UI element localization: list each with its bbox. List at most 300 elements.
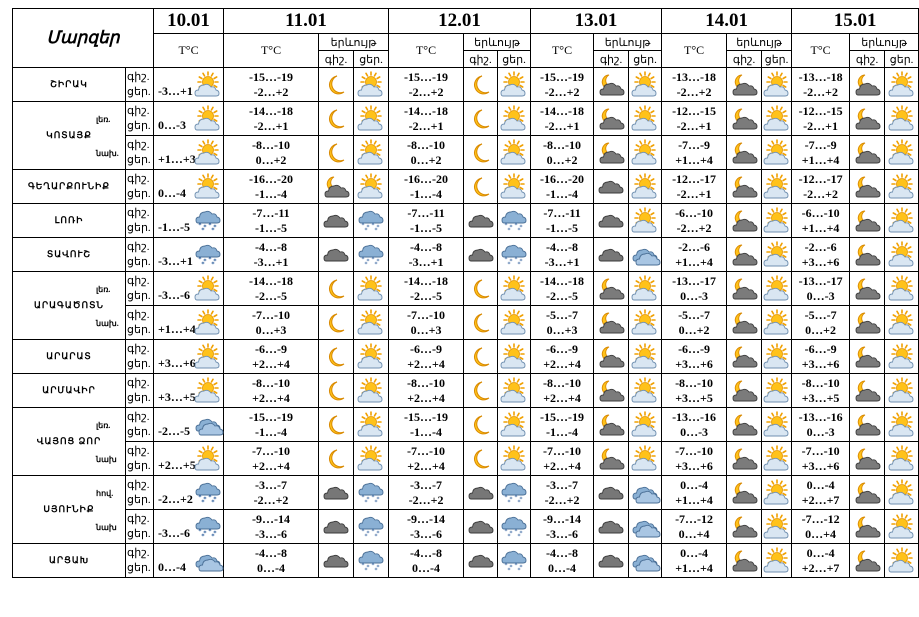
date-header: 15.01 (792, 9, 919, 34)
day-temperature: 0…-3 (680, 288, 709, 303)
temperature-cell (389, 408, 464, 442)
night-temperature: -15…-19 (404, 69, 449, 84)
day-icon-cell (885, 102, 919, 136)
night-icon-cell (464, 272, 498, 306)
night-temperature: -13…-17 (798, 273, 843, 288)
night-icon-cell (464, 510, 498, 544)
night-label: գիշ. (127, 342, 150, 355)
night-icon-cell (594, 238, 629, 272)
day-temperature: 0…+2 (678, 322, 710, 337)
first-day-temperature: 0…-3 (158, 118, 187, 132)
night-temperature: -7…-10 (801, 443, 840, 458)
sun-cloud-icon (498, 311, 530, 335)
day-temperature: 0…+2 (410, 152, 442, 167)
moon-cloud-icon (319, 175, 353, 199)
moon-icon (464, 311, 497, 335)
temperature-cell (389, 170, 464, 204)
day-icon-cell (762, 510, 792, 544)
day-temperature: -1…-5 (410, 220, 443, 235)
day-temperature: 0…+3 (546, 322, 578, 337)
region-row (13, 102, 919, 136)
moon-icon (464, 379, 497, 403)
day-icon-cell (629, 170, 662, 204)
temperature-cell (224, 306, 319, 340)
day-temperature: -3…+1 (544, 254, 580, 269)
moon-cloud-icon (594, 277, 628, 301)
row-labels (126, 374, 154, 408)
svg-text:*: * (504, 255, 508, 263)
day-icon-cell (762, 238, 792, 272)
night-temperature: 0…-4 (806, 545, 835, 560)
day-icon-cell (762, 68, 792, 102)
night-label: գիշ. (127, 546, 150, 559)
svg-text:*: * (198, 222, 202, 229)
sun-cloud-icon (194, 379, 222, 407)
moon-icon (319, 141, 353, 165)
night-icon-cell (850, 510, 885, 544)
day-icon-cell (498, 476, 531, 510)
sun-cloud-icon (354, 175, 388, 199)
temperature-cell (792, 136, 850, 170)
cloud-blue-icon (629, 549, 661, 573)
night-icon-cell (594, 306, 629, 340)
day-temperature: 0…+3 (410, 322, 442, 337)
sun-cloud-icon (885, 141, 918, 165)
sun-cloud-icon (498, 345, 530, 369)
phenomenon-header: երևույթ (464, 34, 531, 51)
moon-cloud-icon (850, 277, 884, 301)
moon-cloud-icon (727, 515, 761, 539)
night-icon-cell (319, 68, 354, 102)
day-label: ցեր. (127, 527, 151, 540)
night-label: գիշ. (127, 308, 150, 321)
night-icon-cell (319, 374, 354, 408)
first-day-cell (154, 374, 224, 408)
sun-cloud-icon (194, 311, 222, 339)
night-icon-cell (464, 170, 498, 204)
night-icon-cell (850, 340, 885, 374)
svg-text:*: * (509, 495, 513, 503)
region-row (13, 170, 919, 204)
cloud-icon (464, 209, 497, 233)
night-icon-cell (850, 204, 885, 238)
night-icon-cell (594, 136, 629, 170)
night-header: գիշ. (464, 51, 498, 68)
sun-cloud-icon (885, 175, 918, 199)
moon-cloud-icon (850, 345, 884, 369)
temp-header: T°C (662, 34, 727, 68)
moon-cloud-icon (727, 311, 761, 335)
row-labels (96, 510, 154, 544)
moon-icon (464, 413, 497, 437)
svg-text:*: * (507, 498, 511, 506)
day-temperature: -3…-6 (410, 526, 443, 541)
night-temperature: -8…-10 (252, 137, 291, 152)
day-icon-cell (498, 102, 531, 136)
day-icon-cell (354, 544, 389, 578)
day-icon-cell (762, 340, 792, 374)
day-temperature: +1…+4 (675, 254, 713, 269)
temperature-cell (389, 272, 464, 306)
day-icon-cell (885, 238, 919, 272)
svg-text:*: * (366, 529, 370, 537)
temperature-cell (662, 340, 727, 374)
day-temperature: -2…+1 (676, 186, 712, 201)
phenomenon-header: երևույթ (850, 34, 919, 51)
temperature-cell (531, 510, 594, 544)
day-icon-cell (885, 204, 919, 238)
temperature-cell (531, 306, 594, 340)
day-icon-cell (629, 204, 662, 238)
night-header: գիշ. (594, 51, 629, 68)
region-name: ԱՐԱՐԱՏ (13, 340, 126, 374)
row-labels (96, 102, 154, 136)
night-temperature: -2…-6 (804, 239, 837, 254)
day-temperature: -3…+1 (253, 254, 289, 269)
night-header: գիշ. (319, 51, 354, 68)
sun-cloud-icon (762, 277, 791, 301)
temperature-cell (662, 442, 727, 476)
moon-icon (319, 345, 353, 369)
first-day-temperature: -3…-6 (158, 526, 191, 540)
region-row (13, 340, 919, 374)
first-day-cell (154, 238, 224, 272)
night-temperature: -4…-8 (255, 239, 288, 254)
day-label: ցեր. (127, 221, 151, 234)
night-icon-cell (850, 102, 885, 136)
day-temperature: +2…+4 (543, 356, 581, 371)
day-icon-cell (498, 170, 531, 204)
cloud-icon (464, 515, 497, 539)
sun-cloud-icon (762, 549, 791, 573)
day-temperature: +1…+4 (675, 152, 713, 167)
sun-cloud-icon (498, 379, 530, 403)
svg-text:*: * (517, 566, 521, 574)
day-temperature: -2…+2 (803, 186, 838, 201)
day-temperature: -2…+2 (544, 84, 580, 99)
phenomenon-header: երևույթ (319, 34, 389, 51)
temperature-cell (792, 544, 850, 578)
day-icon-cell (762, 136, 792, 170)
svg-text:*: * (213, 258, 217, 265)
night-icon-cell (594, 442, 629, 476)
temperature-cell (224, 102, 319, 136)
day-icon-cell (629, 238, 662, 272)
temperature-cell (662, 68, 727, 102)
day-temperature: -1…-4 (255, 424, 288, 439)
first-day-temperature: +3…+6 (158, 356, 196, 370)
moon-cloud-icon (850, 379, 884, 403)
night-temperature: -7…-10 (407, 443, 446, 458)
night-temperature: 0…-4 (680, 477, 709, 492)
night-label: գիշ. (127, 478, 150, 491)
svg-text:*: * (198, 256, 202, 263)
sun-cloud-icon (354, 277, 388, 301)
day-temperature: -2…+1 (253, 118, 289, 133)
svg-text:*: * (374, 226, 378, 234)
day-icon-cell (354, 170, 389, 204)
night-icon-cell (464, 136, 498, 170)
day-temperature: -1…-5 (546, 220, 579, 235)
row-labels (126, 238, 154, 272)
svg-text:*: * (374, 532, 378, 540)
svg-text:*: * (208, 256, 212, 263)
sun-cloud-icon (762, 379, 791, 403)
temperature-cell (224, 238, 319, 272)
sun-cloud-icon (194, 73, 222, 101)
temperature-cell (531, 204, 594, 238)
moon-cloud-icon (594, 413, 628, 437)
night-icon-cell (319, 204, 354, 238)
night-temperature: -16…-20 (404, 171, 449, 186)
temp-header: T°C (389, 34, 464, 68)
temperature-cell (662, 544, 727, 578)
night-temperature: -6…-9 (255, 341, 288, 356)
snow-icon (194, 515, 222, 543)
sun-cloud-icon (885, 209, 918, 233)
snow-icon (194, 209, 222, 237)
night-temperature: -12…-15 (672, 103, 717, 118)
day-temperature: +2…+7 (801, 560, 840, 575)
day-temperature: -1…-4 (410, 186, 443, 201)
first-day-temperature: -3…+1 (158, 84, 193, 98)
day-icon-cell (885, 442, 919, 476)
night-icon-cell (594, 340, 629, 374)
first-day-cell (154, 170, 224, 204)
night-icon-cell (727, 544, 762, 578)
moon-cloud-icon (594, 447, 628, 471)
day-icon-cell (629, 442, 662, 476)
moon-cloud-icon (594, 379, 628, 403)
temperature-cell (531, 476, 594, 510)
moon-cloud-icon (850, 447, 884, 471)
night-icon-cell (464, 476, 498, 510)
moon-icon (319, 311, 353, 335)
night-temperature: -14…-18 (404, 103, 449, 118)
day-label: ցեր. (127, 85, 151, 98)
temperature-cell (662, 476, 727, 510)
cloud-icon (594, 549, 628, 573)
sun-cloud-icon (885, 549, 918, 573)
day-temperature: -1…-4 (255, 186, 288, 201)
day-temperature: -2…+2 (408, 84, 444, 99)
night-label: գիշ. (127, 512, 150, 525)
sun-cloud-icon (629, 413, 661, 437)
day-icon-cell (885, 68, 919, 102)
night-icon-cell (464, 204, 498, 238)
row-labels (96, 408, 154, 442)
night-temperature: -8…-10 (407, 137, 446, 152)
night-temperature: 0…-4 (680, 545, 709, 560)
day-temperature: -2…+1 (676, 118, 712, 133)
moon-cloud-icon (594, 141, 628, 165)
row-labels (126, 544, 154, 578)
night-temperature: -7…-11 (543, 205, 581, 220)
svg-text:*: * (376, 529, 380, 537)
row-labels (126, 340, 154, 374)
night-icon-cell (319, 238, 354, 272)
night-label: գիշ. (127, 274, 150, 287)
night-icon-cell (594, 204, 629, 238)
sub-area-label: լեռ. (96, 285, 111, 294)
svg-text:*: * (514, 527, 518, 535)
cloud-icon (594, 515, 628, 539)
night-temperature: -8…-10 (407, 375, 446, 390)
region-name: ԱՐՑԱԽ (13, 544, 126, 578)
night-temperature: -4…-8 (410, 545, 443, 560)
day-temperature: 0…+3 (255, 322, 287, 337)
temperature-cell (792, 374, 850, 408)
row-labels (96, 442, 154, 476)
cloud-blue-icon (629, 243, 661, 267)
temperature-cell (792, 170, 850, 204)
temperature-cell (792, 510, 850, 544)
svg-text:*: * (519, 495, 523, 503)
cloud-icon (594, 175, 628, 199)
sun-cloud-icon (762, 345, 791, 369)
svg-text:*: * (361, 561, 365, 569)
svg-text:*: * (519, 257, 523, 265)
night-icon-cell (727, 204, 762, 238)
temperature-cell (662, 272, 727, 306)
day-temperature: +3…+5 (675, 390, 713, 405)
day-temperature: +3…+6 (675, 458, 713, 473)
temperature-cell (389, 476, 464, 510)
day-icon-cell (762, 306, 792, 340)
night-icon-cell (850, 68, 885, 102)
day-temperature: -2…+2 (676, 84, 712, 99)
sun-cloud-icon (629, 209, 661, 233)
temperature-cell (389, 442, 464, 476)
temperature-cell (389, 544, 464, 578)
day-icon-cell (629, 102, 662, 136)
moon-cloud-icon (727, 73, 761, 97)
day-temperature: +2…+4 (407, 390, 445, 405)
region-name: ԱՐԱԳԱԾՈՏՆ (13, 272, 126, 340)
temperature-cell (224, 272, 319, 306)
moon-cloud-icon (850, 413, 884, 437)
first-day-temperature: +1…+3 (158, 152, 196, 166)
day-temperature: 0…+2 (805, 322, 836, 337)
night-temperature: -15…-19 (540, 69, 585, 84)
day-icon-cell (885, 544, 919, 578)
day-icon-cell (354, 476, 389, 510)
sun-cloud-icon (354, 447, 388, 471)
temperature-cell (389, 510, 464, 544)
night-icon-cell (464, 442, 498, 476)
svg-text:*: * (504, 493, 508, 501)
night-icon-cell (319, 476, 354, 510)
night-icon-cell (319, 136, 354, 170)
night-icon-cell (464, 238, 498, 272)
row-labels (96, 306, 154, 340)
sun-cloud-icon (762, 515, 791, 539)
svg-text:*: * (364, 226, 368, 234)
night-icon-cell (319, 510, 354, 544)
night-icon-cell (727, 136, 762, 170)
temperature-cell (531, 170, 594, 204)
moon-cloud-icon (727, 345, 761, 369)
night-icon-cell (850, 374, 885, 408)
region-row (13, 408, 919, 442)
svg-text:*: * (376, 223, 380, 231)
day-header: ցեր. (885, 51, 919, 68)
day-icon-cell (885, 374, 919, 408)
sun-cloud-icon (498, 141, 530, 165)
temperature-cell (389, 136, 464, 170)
day-icon-cell (354, 238, 389, 272)
day-icon-cell (354, 272, 389, 306)
day-temperature: 0…+4 (678, 526, 710, 541)
moon-cloud-icon (594, 311, 628, 335)
sun-cloud-icon (762, 141, 791, 165)
moon-cloud-icon (850, 243, 884, 267)
svg-text:*: * (371, 561, 375, 569)
day-icon-cell (354, 102, 389, 136)
snow-icon (354, 515, 388, 539)
day-temperature: 0…-4 (257, 560, 286, 575)
night-temperature: -8…-10 (543, 375, 582, 390)
cloud-icon (594, 243, 628, 267)
night-temperature: -4…-8 (255, 545, 288, 560)
temperature-cell (792, 238, 850, 272)
moon-cloud-icon (727, 447, 761, 471)
temperature-cell (224, 408, 319, 442)
day-temperature: -2…+1 (544, 118, 580, 133)
region-name: ՏԱՎՈՒՇ (13, 238, 126, 272)
first-day-temperature: -3…+1 (158, 254, 193, 268)
temperature-cell (531, 340, 594, 374)
night-icon-cell (594, 68, 629, 102)
day-icon-cell (629, 136, 662, 170)
night-temperature: -8…-10 (675, 375, 714, 390)
svg-text:*: * (514, 255, 518, 263)
row-labels (96, 272, 154, 306)
night-header: գիշ. (727, 51, 762, 68)
day-icon-cell (629, 374, 662, 408)
sun-cloud-icon (762, 243, 791, 267)
night-icon-cell (594, 408, 629, 442)
night-icon-cell (727, 442, 762, 476)
temperature-cell (531, 374, 594, 408)
sun-cloud-icon (762, 209, 791, 233)
date-header: 14.01 (662, 9, 792, 34)
temperature-cell (662, 408, 727, 442)
temperature-cell (389, 306, 464, 340)
day-icon-cell (629, 340, 662, 374)
sun-cloud-icon (629, 345, 661, 369)
night-icon-cell (464, 68, 498, 102)
day-icon-cell (885, 510, 919, 544)
day-icon-cell (885, 170, 919, 204)
region-row (13, 476, 919, 510)
day-temperature: 0…-4 (412, 560, 441, 575)
day-icon-cell (762, 204, 792, 238)
sun-cloud-icon (629, 175, 661, 199)
day-icon-cell (629, 272, 662, 306)
day-temperature: -1…-5 (255, 220, 288, 235)
day-icon-cell (762, 476, 792, 510)
day-icon-cell (629, 408, 662, 442)
day-temperature: +2…+4 (252, 390, 290, 405)
day-icon-cell (498, 68, 531, 102)
day-icon-cell (354, 408, 389, 442)
night-icon-cell (464, 102, 498, 136)
night-temperature: -16…-20 (540, 171, 585, 186)
svg-text:*: * (366, 257, 370, 265)
region-row (13, 204, 919, 238)
night-temperature: -13…-16 (672, 409, 717, 424)
